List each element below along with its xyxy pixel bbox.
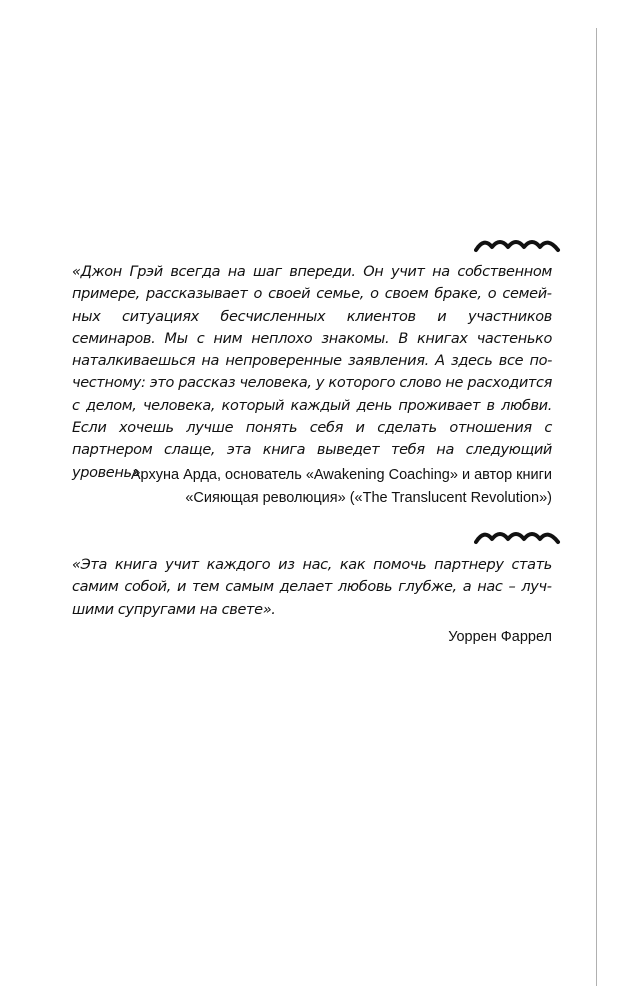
quote-book-teaches: «Эта книга учит каждого из нас, как помочь партнеру стать самим собой, и тем самым делает любовь глубже, а нас – лучшими супругами на свете». bbox=[72, 557, 552, 618]
attribution-line: Уоррен Фаррел bbox=[448, 629, 552, 645]
page-edge-line bbox=[596, 28, 597, 986]
quote-john-gray: «Джон Грэй всегда на шаг впереди. Он учит на собственном примере, рассказывает о своей семье, о своем браке, о семейных ситуациях бесчисленных клиентов и участников семинаров. Мы с ним неплохо знакомы. В книгах частенько наталкиваешься на непроверенные заявления. А здесь все по-честному: это рассказ человека, у которого слово не расходится с делом, человека, который каждый день проживает в любви. Если хочешь лучше понять себя и сделать отношения с партнером слаще, эта книга выведет тебя на следующий уровень». bbox=[72, 264, 552, 481]
wave-ornament-icon bbox=[474, 235, 564, 253]
attribution-warren-farrell bbox=[448, 626, 552, 649]
attribution-arjuna-ardagh bbox=[131, 464, 552, 509]
wave-ornament-icon bbox=[474, 527, 564, 545]
attribution-line: «Сияющая революция» («The Translucent Revolution») bbox=[185, 489, 552, 506]
attribution-line: Архуна Арда, основатель «Awakening Coaching» и автор книги bbox=[130, 467, 552, 483]
